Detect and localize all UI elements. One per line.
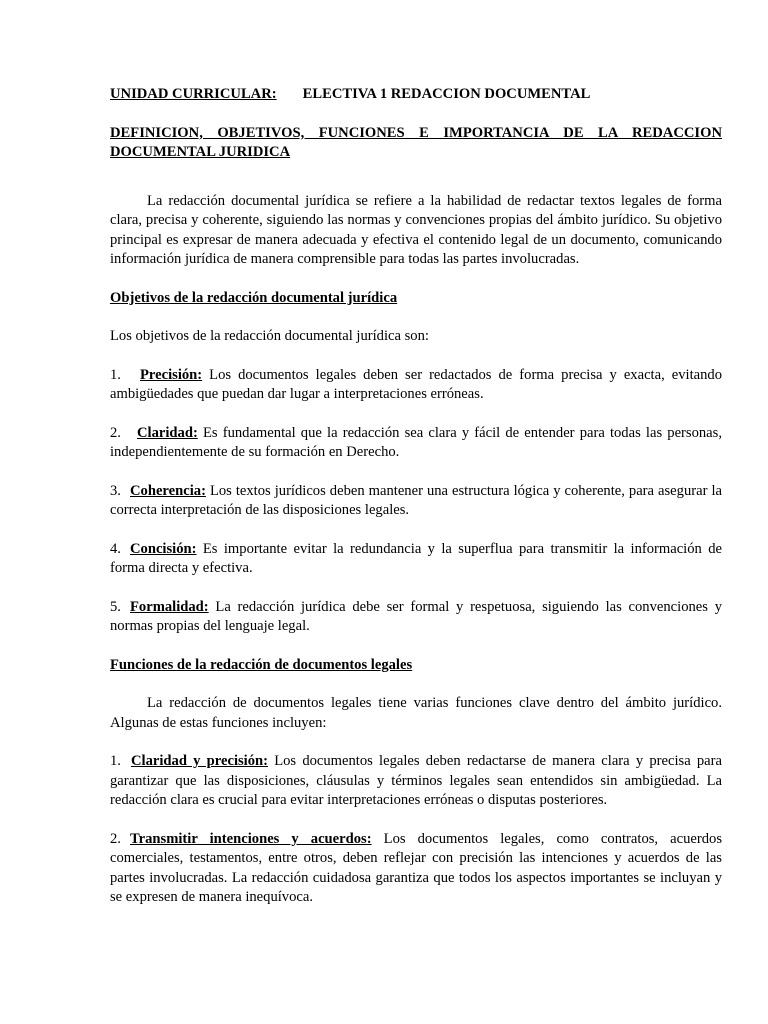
objective-item-precision xyxy=(110,366,722,405)
objective-term: Coherencia: xyxy=(130,482,206,499)
document-page xyxy=(110,85,722,908)
objective-item-formalidad xyxy=(110,598,722,637)
objective-number: 2. xyxy=(110,424,121,441)
objective-text: Los documentos legales deben ser redactados de forma precisa y exacta, evitando ambigüedades que puedan dar lugar a interpretaciones erróneas. xyxy=(110,366,722,402)
function-term: Transmitir intenciones y acuerdos: xyxy=(130,830,372,847)
course-line xyxy=(110,85,722,105)
objective-term: Formalidad: xyxy=(130,598,209,615)
course-label: UNIDAD CURRICULAR: xyxy=(110,86,277,102)
objective-text: La redacción jurídica debe ser formal y respetuosa, siguiendo las convenciones y normas propias del lenguaje legal. xyxy=(110,598,722,634)
objective-number: 3. xyxy=(110,482,121,499)
function-term: Claridad y precisión: xyxy=(131,753,269,769)
objective-text: Es importante evitar la redundancia y la superflua para transmitir la información de forma directa y efectiva. xyxy=(110,540,722,576)
objectives-heading: Objetivos de la redacción documental jurídica xyxy=(110,289,398,306)
function-item-transmitir xyxy=(110,830,722,908)
course-name: ELECTIVA 1 REDACCION DOCUMENTAL xyxy=(302,86,591,102)
objective-number: 4. xyxy=(110,540,121,557)
function-number: 2. xyxy=(110,830,121,847)
objective-text: Es fundamental que la redacción sea clara y fácil de entender para todas las personas, independientemente de su formación en Derecho. xyxy=(110,424,722,460)
objective-number: 1. xyxy=(110,366,121,383)
functions-heading: Funciones de la redacción de documentos legales xyxy=(110,656,413,673)
intro-paragraph: La redacción documental jurídica se refiere a la habilidad de redactar textos legales de forma clara, precisa y coherente, siguiendo las normas y convenciones propias del ámbito jurídico. Su objetivo principal es expresar de manera adecuada y efectiva el contenido legal de un documento, comunicando información jurídica de manera comprensible para todas las partes involucradas. xyxy=(110,192,722,267)
function-number: 1. xyxy=(110,753,121,769)
objective-item-coherencia xyxy=(110,482,722,521)
objective-term: Claridad: xyxy=(137,424,198,441)
function-text: Los documentos legales deben redactarse de manera clara y precisa para garantizar que las disposiciones, cláusulas y términos legales sean entendidos sin ambigüedad. La redacción clara es crucial para evitar interpretaciones erróneas o disputas posteriores. xyxy=(110,753,722,808)
objective-number: 5. xyxy=(110,598,121,615)
objective-text: Los textos jurídicos deben mantener una estructura lógica y coherente, para asegurar la correcta interpretación de las disposiciones legales. xyxy=(110,482,722,518)
objective-term: Precisión: xyxy=(140,366,203,383)
document-title: DEFINICION, OBJETIVOS, FUNCIONES E IMPORTANCIA DE LA REDACCION DOCUMENTAL JURIDICA xyxy=(110,124,722,160)
function-text: Los documentos legales, como contratos, acuerdos comerciales, testamentos, entre otros, deben reflejar con precisión las intenciones y acuerdos de las partes involucradas. La redacción cuidadosa garantiza que todos los aspectos importantes se incluyan y se expresen de manera inequívoca. xyxy=(110,830,723,905)
function-item-claridad-precision xyxy=(110,752,722,811)
objective-term: Concisión: xyxy=(130,540,197,557)
objective-item-concision xyxy=(110,540,722,579)
objectives-lead: Los objetivos de la redacción documental jurídica son: xyxy=(110,328,429,344)
objective-item-claridad xyxy=(110,424,722,463)
functions-lead: La redacción de documentos legales tiene varias funciones clave dentro del ámbito jurídico. Algunas de estas funciones incluyen: xyxy=(110,695,722,731)
